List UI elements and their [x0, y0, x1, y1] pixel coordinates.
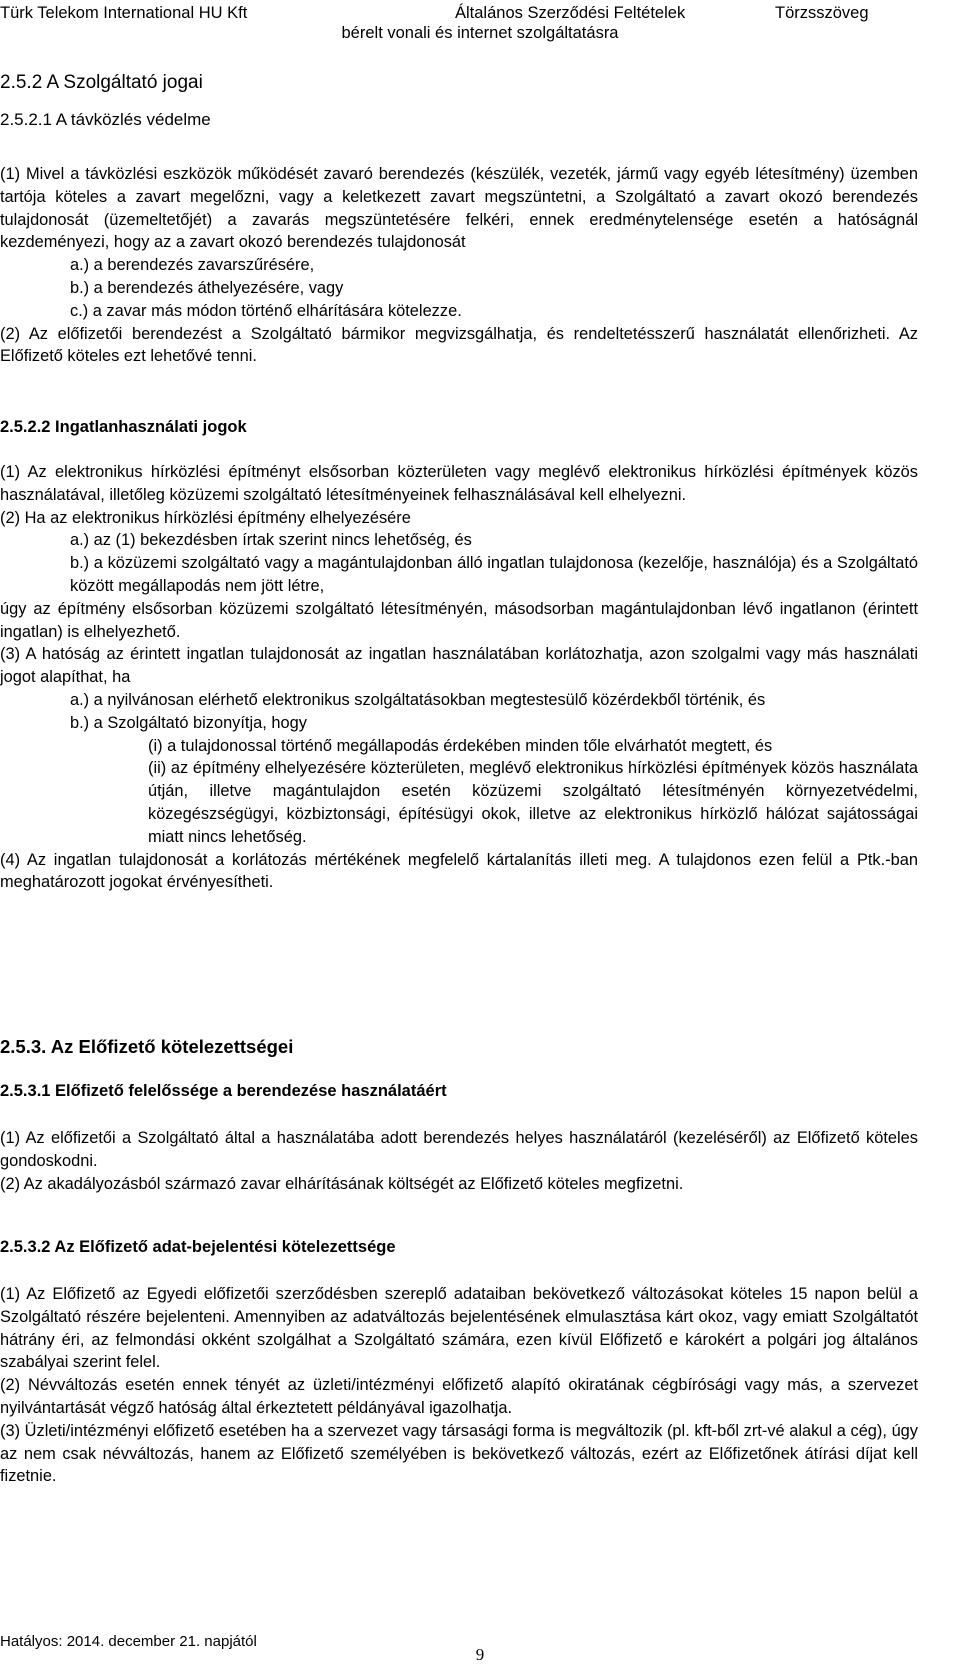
header-doc-title: Általános Szerződési Feltételek: [455, 4, 686, 22]
paragraph: úgy az építmény elsősorban közüzemi szolgáltató létesítményén, másodsorban magántulajdonban lévő ingatlanon (érintett ingatlan) is elhelyezhető.: [0, 599, 918, 641]
section-heading-2-5-2: 2.5.2 A Szolgáltató jogai: [0, 72, 203, 93]
list-item: b.) a közüzemi szolgáltató vagy a magántulajdonban álló ingatlan tulajdonosa (kezelője, használója) és a Szolgáltató között megállapodás nem jött létre,: [70, 554, 918, 595]
section-body-2-5-2-2: [0, 461, 918, 894]
paragraph: (1) Mivel a távközlési eszközök működését zavaró berendezés (készülék, vezeték, jármű vagy egyéb létesítmény) üzemben tartója köteles a zavart megelőzni, vagy a keletkezett zavart megszüntetni, a Szolgáltató a zavart okozó berendezés tulajdonosát (üzemeltetőjét) a zavarás megszüntetésére felkéri, ennek eredménytelensége esetén a hatóságnál kezdeményezi, hogy az a zavart okozó berendezés tulajdonosát: [0, 165, 918, 252]
footer-effective-date: Hatályos: 2014. december 21. napjától: [0, 1633, 257, 1650]
paragraph: (2) Ha az elektronikus hírközlési építmény elhelyezésére: [0, 508, 411, 527]
section-body-2-5-3-1: [0, 1127, 918, 1195]
section-heading-2-5-2-1: 2.5.2.1 A távközlés védelme: [0, 110, 211, 129]
list-item: c.) a zavar más módon történő elhárítására kötelezze.: [70, 301, 462, 320]
list-item: a.) a berendezés zavarszűrésére,: [70, 256, 315, 275]
paragraph: (2) Névváltozás esetén ennek tényét az üzleti/intézményi előfizető alapító okiratának cégbírósági vagy más, a szervezet nyilvántartását végző hatóság által érkeztetett példányával igazolhatja.: [0, 1376, 918, 1417]
paragraph: (2) Az akadályozásból származó zavar elhárításának költségét az Előfizető köteles megfizetni.: [0, 1174, 684, 1193]
page-number: 9: [475, 1645, 485, 1664]
section-heading-2-5-3-2: 2.5.3.2 Az Előfizető adat-bejelentési kötelezettsége: [0, 1238, 396, 1256]
paragraph: (3) Üzleti/intézményi előfizető esetében ha a szervezet vagy társasági forma is megváltozik (pl. kft-ből zrt-vé alakul a cég), úgy az nem csak névváltozás, hanem az Előfizető személyében is bekövetkező változás, ezért az Előfizetőnek átírási díjat kell fizetnie.: [0, 1421, 918, 1486]
header-doc-subtitle: bérelt vonali és internet szolgáltatásra: [341, 24, 619, 42]
list-item: a.) a nyilvánosan elérhető elektronikus szolgáltatásokban megtestesülő közérdekből történik, és: [70, 690, 766, 709]
paragraph: (4) Az ingatlan tulajdonosát a korlátozás mértékének megfelelő kártalanítás illeti meg. A tulajdonos ezen felül a Ptk.-ban meghatározott jogokat érvényesítheti.: [0, 850, 918, 892]
section-heading-2-5-3: 2.5.3. Az Előfizető kötelezettségei: [0, 1036, 294, 1057]
list-item: a.) az (1) bekezdésben írtak szerint nincs lehetőség, és: [70, 531, 472, 550]
section-heading-2-5-3-1: 2.5.3.1 Előfizető felelőssége a berendezése használatáért: [0, 1082, 447, 1100]
paragraph: (1) Az előfizetői a Szolgáltató által a használatába adott berendezés helyes használatáról (kezeléséről) az Előfizető köteles gondoskodni.: [0, 1129, 918, 1170]
header-doc-type: Törzsszöveg: [775, 4, 869, 22]
list-subitem: (ii) az építmény elhelyezésére közterületen, meglévő elektronikus hírközlési építmények közös használata útján, illetve magántulajdon esetén közüzemi szolgáltató létesítményén környezetvédelmi, közegészségügyi, közbiztonsági, építésügyi okok, illetve az elektronikus hírközlő hálózat sajátosságai miatt nincs lehetőség.: [148, 759, 918, 846]
section-body-2-5-3-2: [0, 1283, 918, 1488]
list-item: b.) a Szolgáltató bizonyítja, hogy: [70, 713, 307, 732]
paragraph: (1) Az elektronikus hírközlési építményt elsősorban közterületen vagy meglévő elektronikus hírközlési építmények közös használatával, illetőleg közüzemi szolgáltató létesítményeinek felhasználásával kell elhelyezni.: [0, 463, 918, 504]
section-heading-2-5-2-2: 2.5.2.2 Ingatlanhasználati jogok: [0, 418, 247, 436]
list-subitem: (i) a tulajdonossal történő megállapodás érdekében minden tőle elvárhatót megtett, és: [148, 736, 773, 755]
header-company: Türk Telekom International HU Kft: [0, 4, 248, 22]
section-body-2-5-2-1: [0, 163, 918, 368]
list-item: b.) a berendezés áthelyezésére, vagy: [70, 278, 344, 297]
paragraph: (3) A hatóság az érintett ingatlan tulajdonosát az ingatlan használatában korlátozhatja, azon szolgalmi vagy más használati jogot alapíthat, ha: [0, 645, 918, 687]
paragraph: (2) Az előfizetői berendezést a Szolgáltató bármikor megvizsgálhatja, és rendeltetésszerű használatát ellenőrizheti. Az Előfizető köteles ezt lehetővé tenni.: [0, 324, 918, 366]
paragraph: (1) Az Előfizető az Egyedi előfizetői szerződésben szereplő adataiban bekövetkező változásokat köteles 15 napon belül a Szolgáltató részére bejelenteni. Amennyiben az adatváltozás bejelentésének elmulasztása kárt okoz, vagy emiatt Szolgáltatót hátrány éri, az felmondási okként szolgálhat a Szolgáltató számára, ezen kívül Előfizető e károkért a polgári jog általános szabályai szerint felel.: [0, 1285, 918, 1372]
